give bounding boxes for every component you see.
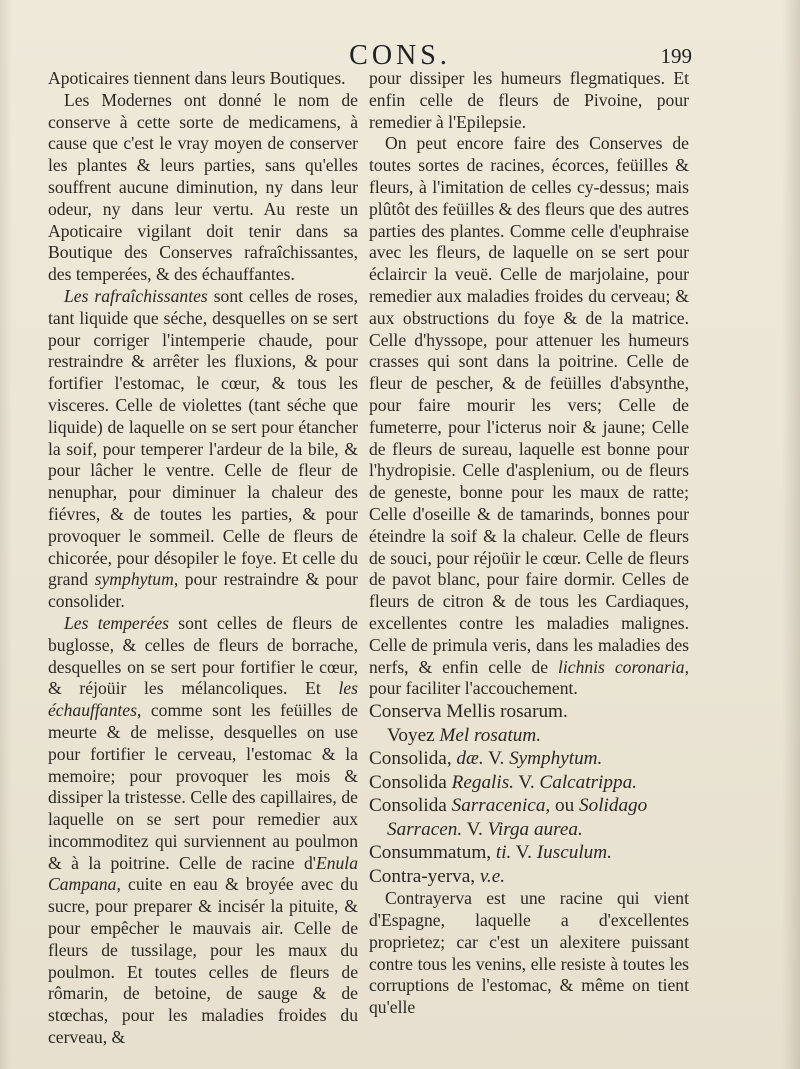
italic-term: symphytum bbox=[94, 569, 174, 590]
paragraph-text: , cuite en eau & broyée avec du sucre, pour preparer & incisér la pituite, & pour empêcher le mauvais air. Celle de fleurs de tussilage, pour les maux du poulmon. Et toutes celles de fleurs de rômarin, de betoine, de sauge & de stœchas, pour les maladies froides du cerveau, & bbox=[48, 874, 358, 1048]
paragraph-text: On peut encore faire des Conserves de toutes sortes de racines, écorces, feüilles & fleurs, à l'imitation de celles cy-dessus; mais plûtôt des feüilles & des fleurs que des autres parties des plantes. Comme celle d'euphraise avec les fleurs, de laquelle on se sert pour éclaircir la veuë. Celle de marjolaine, pour remedier aux maladies froides du cerveau; & aux obstructions du foye & de la matrice. Celle d'hyssope, pour attenuer les humeurs crasses qui sont dans la poitrine. Celle de fleur de pescher, & de feüilles d'absynthe, pour faire mourir les vers; Celle de fumeterre, pour l'icterus noir & jaune; Celle de fleurs de sureau, laquelle est bonne pour l'hydropisie. Celle d'asplenium, ou de fleurs de geneste, bonne pour les maux de ratte; Celle d'oseille & de tamarinds, bonnes pour éteindre la soif & la chaleur. Celle de fleurs de souci, pour réjoüir le cœur. Celle de fleurs de pavot blanc, pour faire dormir. Celles de fleurs de citron & de tous les Cardiaques, excellentes contre les maladies malignes. Celle de primula veris, dans les maladies des nerfs, & enfin celle de bbox=[369, 133, 689, 677]
right-column bbox=[369, 68, 689, 1019]
page-gutter-shadow bbox=[0, 0, 12, 1069]
entry-headword: Conserva Mellis rosarum. bbox=[369, 701, 568, 723]
entry-headword: Contra-yerva bbox=[369, 865, 471, 887]
italic-term: Iusculum. bbox=[536, 842, 612, 864]
italic-term: Enula Campana bbox=[48, 852, 358, 895]
dictionary-entry: Consolida Regalis. V. Calcatrippa. bbox=[369, 771, 637, 793]
entry-headword: Consolida bbox=[369, 795, 447, 817]
paragraph bbox=[369, 133, 689, 700]
paragraph: Contrayerva est une racine qui vient d'Espagne, laquelle a d'excellentes proprietez; car c'est un alexitere puissant contre tous les venins, elle resiste à toutes les corruptions de l'estomac, & même on tient qu'elle bbox=[369, 888, 689, 1018]
paragraph: pour dissiper les humeurs flegmatiques. Et enfin celle de fleurs de Pivoine, pour remedier à l'Epilepsie. bbox=[369, 68, 689, 132]
italic-term: Solidago bbox=[579, 795, 648, 817]
dictionary-entry bbox=[369, 700, 689, 724]
dictionary-entry: Contra-yerva, v.e. bbox=[369, 865, 506, 887]
entry-headword: Consolida bbox=[369, 771, 447, 793]
paragraph-text: , pour faciliter l'accouchement. bbox=[369, 656, 689, 699]
page-number: 199 bbox=[660, 44, 692, 68]
entry-headword: Consolida bbox=[369, 748, 447, 770]
page-edge-shadow bbox=[782, 0, 800, 1069]
italic-term: les échauffantes bbox=[48, 678, 358, 721]
dictionary-entry-crossref: Voyez Mel rosatum. bbox=[387, 724, 542, 746]
dictionary-entry: Consolida Sarracenica, ou Solidago bbox=[369, 795, 648, 817]
italic-term: Les rafraîchissantes bbox=[64, 285, 208, 306]
italic-term: Symphytum. bbox=[509, 748, 603, 770]
dictionary-entry-crossref: Sarracen. V. Virga aurea. bbox=[387, 818, 583, 840]
italic-term: Les temperées bbox=[64, 612, 170, 633]
paragraph-text: , pour restraindre & pour consolider. bbox=[48, 569, 358, 612]
left-column bbox=[48, 68, 358, 1049]
italic-term: Calcatrippa. bbox=[539, 771, 637, 793]
running-header: CONS. bbox=[349, 40, 451, 71]
paragraph bbox=[48, 613, 358, 1049]
dictionary-entry: Consummatum, ti. V. Iusculum. bbox=[369, 842, 612, 864]
paragraph bbox=[48, 286, 358, 613]
dictionary-entry: Consolida, dæ. V. Symphytum. bbox=[369, 748, 603, 770]
paragraph: Les Modernes ont donné le nom de conserve à cette sorte de medicamens, à cause que c'est le vray moyen de conserver les plantes & leurs parties, sans qu'elles souffrent aucune diminution, ny dans leur odeur, ny dans leur vertu. Au reste un Apoticaire vigilant doit tenir dans sa Boutique des Conserves rafraîchissantes, des temperées, & des échauffantes. bbox=[48, 89, 358, 285]
paragraph-text: , comme sont les feüilles de meurte & de melisse, desquelles on use pour fortifier le cerveau, l'estomac & la memoire; pour provoquer les mois & dissiper la tristesse. Celle des capillaires, de laquelle on se sert pour remedier aux incommoditez qui surviennent au poulmon & à la poitrine. Celle de racine d' bbox=[48, 700, 358, 873]
italic-term: Mel rosatum. bbox=[439, 724, 542, 746]
entry-headword: Consummatum bbox=[369, 842, 487, 864]
paragraph-text: sont celles de roses, tant liquide que séche, desquelles on se sert pour corriger l'intemperie chaude, pour restraindre & arrêter les fluxions, & pour fortifier l'estomac, le cœur, & tous les visceres. Celle de violettes (tant séche que liquide) de laquelle on se sert pour étancher la soif, pour temperer l'ardeur de la bile, & pour lâcher le ventre. Celle de fleur de nenuphar, pour diminuer la chaleur des fiévres, & de toutes les parties, & pour provoquer le sommeil. Celle de fleurs de chicorée, pour désopiler le foye. Et celle du grand bbox=[48, 285, 359, 590]
paragraph-text: sont celles de fleurs de buglosse, & celles de fleurs de borrache, desquelles on se sert pour fortifier le cœur, & réjoüir les mélancoliques. Et bbox=[48, 612, 358, 699]
paragraph: Apoticaires tiennent dans leurs Boutiques. bbox=[48, 68, 346, 88]
italic-term: Virga aurea. bbox=[487, 818, 583, 840]
italic-term: lichnis coronaria bbox=[557, 656, 685, 677]
